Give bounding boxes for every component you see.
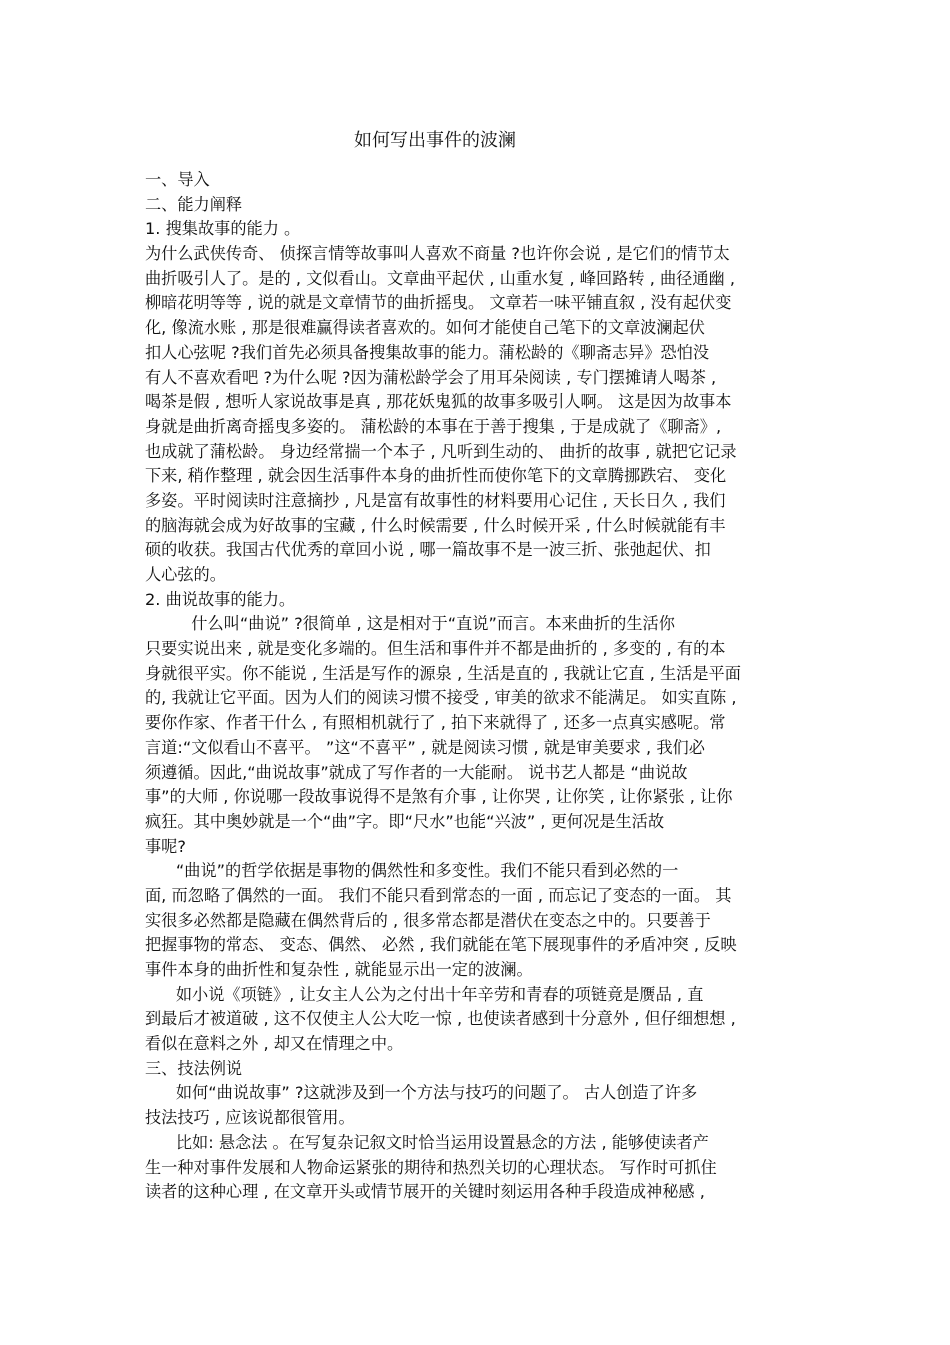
- text-line: “曲说”的哲学依据是事物的偶然性和多变性。我们不能只看到必然的一: [145, 861, 679, 881]
- text-line: 一、导入: [145, 170, 210, 189]
- text-line: 要你作家、作者干什么 , 有照相机就行了 , 拍下来就得了 , 还多一点真实感呢。常: [145, 713, 726, 733]
- text-line: 三、技法例说: [145, 1058, 243, 1078]
- text-line: 化, 像流水账 , 那是很难赢得读者喜欢的。如何才能使自己笔下的文章波澜起伏: [145, 318, 705, 338]
- text-line: 事呢?: [145, 836, 186, 856]
- text-line: 到最后才被道破 , 这不仅使主人公大吃一惊 , 也使读者感到十分意外 , 但仔细想想 ,: [145, 1009, 736, 1029]
- text-line: 柳暗花明等等 , 说的就是文章情节的曲折摇曳。 文章若一味平铺直叙 , 没有起伏变: [145, 293, 732, 313]
- document-title: 如何写出事件的波澜: [354, 130, 516, 151]
- text-line: 扣人心弦呢 ?我们首先必须具备搜集故事的能力。蒲松龄的《聊斋志异》恐怕没: [145, 342, 710, 362]
- text-line: 1. 搜集故事的能力 。: [145, 219, 301, 239]
- text-line: 看似在意料之外 , 却又在情理之中。: [145, 1034, 404, 1054]
- text-line: 如何“曲说故事” ?这就涉及到一个方法与技巧的问题了。 古人创造了许多: [145, 1083, 698, 1103]
- text-line: 下来, 稍作整理 , 就会因生活事件本身的曲折性而使你笔下的文章腾挪跌宕、 变化: [145, 466, 727, 486]
- text-line: 把握事物的常态、 变态、偶然、 必然 , 我们就能在笔下展现事件的矛盾冲突 , 反映: [145, 935, 737, 955]
- text-line: 身就很平实。你不能说 , 生活是写作的源泉 , 生活是直的 , 我就让它直 , 生活是平面: [145, 663, 741, 683]
- text-line: 人心弦的。: [145, 565, 226, 584]
- text-line: 曲折吸引人了。是的 , 文似看山。文章曲平起伏 , 山重水复 , 峰回路转 , 曲径通幽 ,: [145, 268, 736, 288]
- text-line: 生一种对事件发展和人物命运紧张的期待和热烈关切的心理状态。 写作时可抓住: [145, 1157, 717, 1177]
- text-line: 喝茶是假 , 想听人家说故事是真 , 那花妖鬼狐的故事多吸引人啊。 这是因为故事本: [145, 392, 732, 412]
- text-line: 硕的收获。我国古代优秀的章回小说 , 哪一篇故事不是一波三折、张弛起伏、扣: [145, 540, 711, 560]
- text-line: 言道:“文似看山不喜平。 ”这“不喜平” , 就是阅读习惯 , 就是审美要求 , 我们必: [145, 737, 705, 757]
- document-body: [145, 168, 825, 1205]
- text-line: 技法技巧 , 应该说都很管用。: [145, 1108, 355, 1128]
- text-line: 多姿。平时阅读时注意摘抄 , 凡是富有故事性的材料要用心记住 , 天长日久 , 我们: [145, 490, 726, 510]
- text-line: 也成就了蒲松龄。 身边经常揣一个本子 , 凡听到生动的、 曲折的故事 , 就把它记录: [145, 441, 737, 461]
- text-line: 有人不喜欢看吧 ?为什么呢 ?因为蒲松龄学会了用耳朵阅读 , 专门摆摊请人喝茶 ,: [145, 367, 717, 387]
- text-line: 面, 而忽略了偶然的一面。 我们不能只看到常态的一面 , 而忘记了变态的一面。 其: [145, 885, 732, 905]
- text-line: 二、能力阐释: [145, 194, 243, 214]
- text-line: 2. 曲说故事的能力。: [145, 589, 296, 609]
- text-line: 比如: 悬念法 。在写复杂记叙文时恰当运用设置悬念的方法 , 能够使读者产: [145, 1132, 709, 1152]
- text-line: 什么叫“曲说” ?很简单 , 这是相对于“直说”而言。本来曲折的生活你: [145, 614, 675, 634]
- text-line: 为什么武侠传奇、 侦探言情等故事叫人喜欢不商量 ?也许你会说 , 是它们的情节太: [145, 244, 730, 264]
- text-line: 只要实说出来 , 就是变化多端的。但生活和事件并不都是曲折的 , 多变的 , 有的本: [145, 639, 726, 659]
- text-line: 疯狂。其中奥妙就是一个“曲”字。即“尺水”也能“兴波” , 更何况是生活故: [145, 811, 665, 831]
- text-line: 如小说《项链》, 让女主人公为之付出十年辛劳和青春的项链竟是赝品 , 直: [145, 984, 704, 1004]
- text-line: 读者的这种心理 , 在文章开头或情节展开的关键时刻运用各种手段造成神秘感 ,: [145, 1182, 705, 1202]
- text-line: 事件本身的曲折性和复杂性 , 就能显示出一定的波澜。: [145, 960, 533, 979]
- text-line: 须遵循。因此,“曲说故事”就成了写作者的一大能耐。 说书艺人都是 “曲说故: [145, 762, 688, 782]
- text-line: 的脑海就会成为好故事的宝藏 , 什么时候需要 , 什么时候开采 , 什么时候就能有丰: [145, 515, 726, 535]
- text-line: 事”的大师 , 你说哪一段故事说得不是煞有介事 , 让你哭 , 让你笑 , 让你紧张 , 让你: [145, 787, 733, 807]
- text-line: 身就是曲折离奇摇曳多姿的。 蒲松龄的本事在于善于搜集 , 于是成就了《聊斋》,: [145, 416, 722, 436]
- text-line: 的, 我就让它平面。因为人们的阅读习惯不接受 , 审美的欲求不能满足。 如实直陈 ,: [145, 688, 737, 708]
- text-line: 实很多必然都是隐藏在偶然背后的 , 很多常态都是潜伏在变态之中的。只要善于: [145, 910, 711, 930]
